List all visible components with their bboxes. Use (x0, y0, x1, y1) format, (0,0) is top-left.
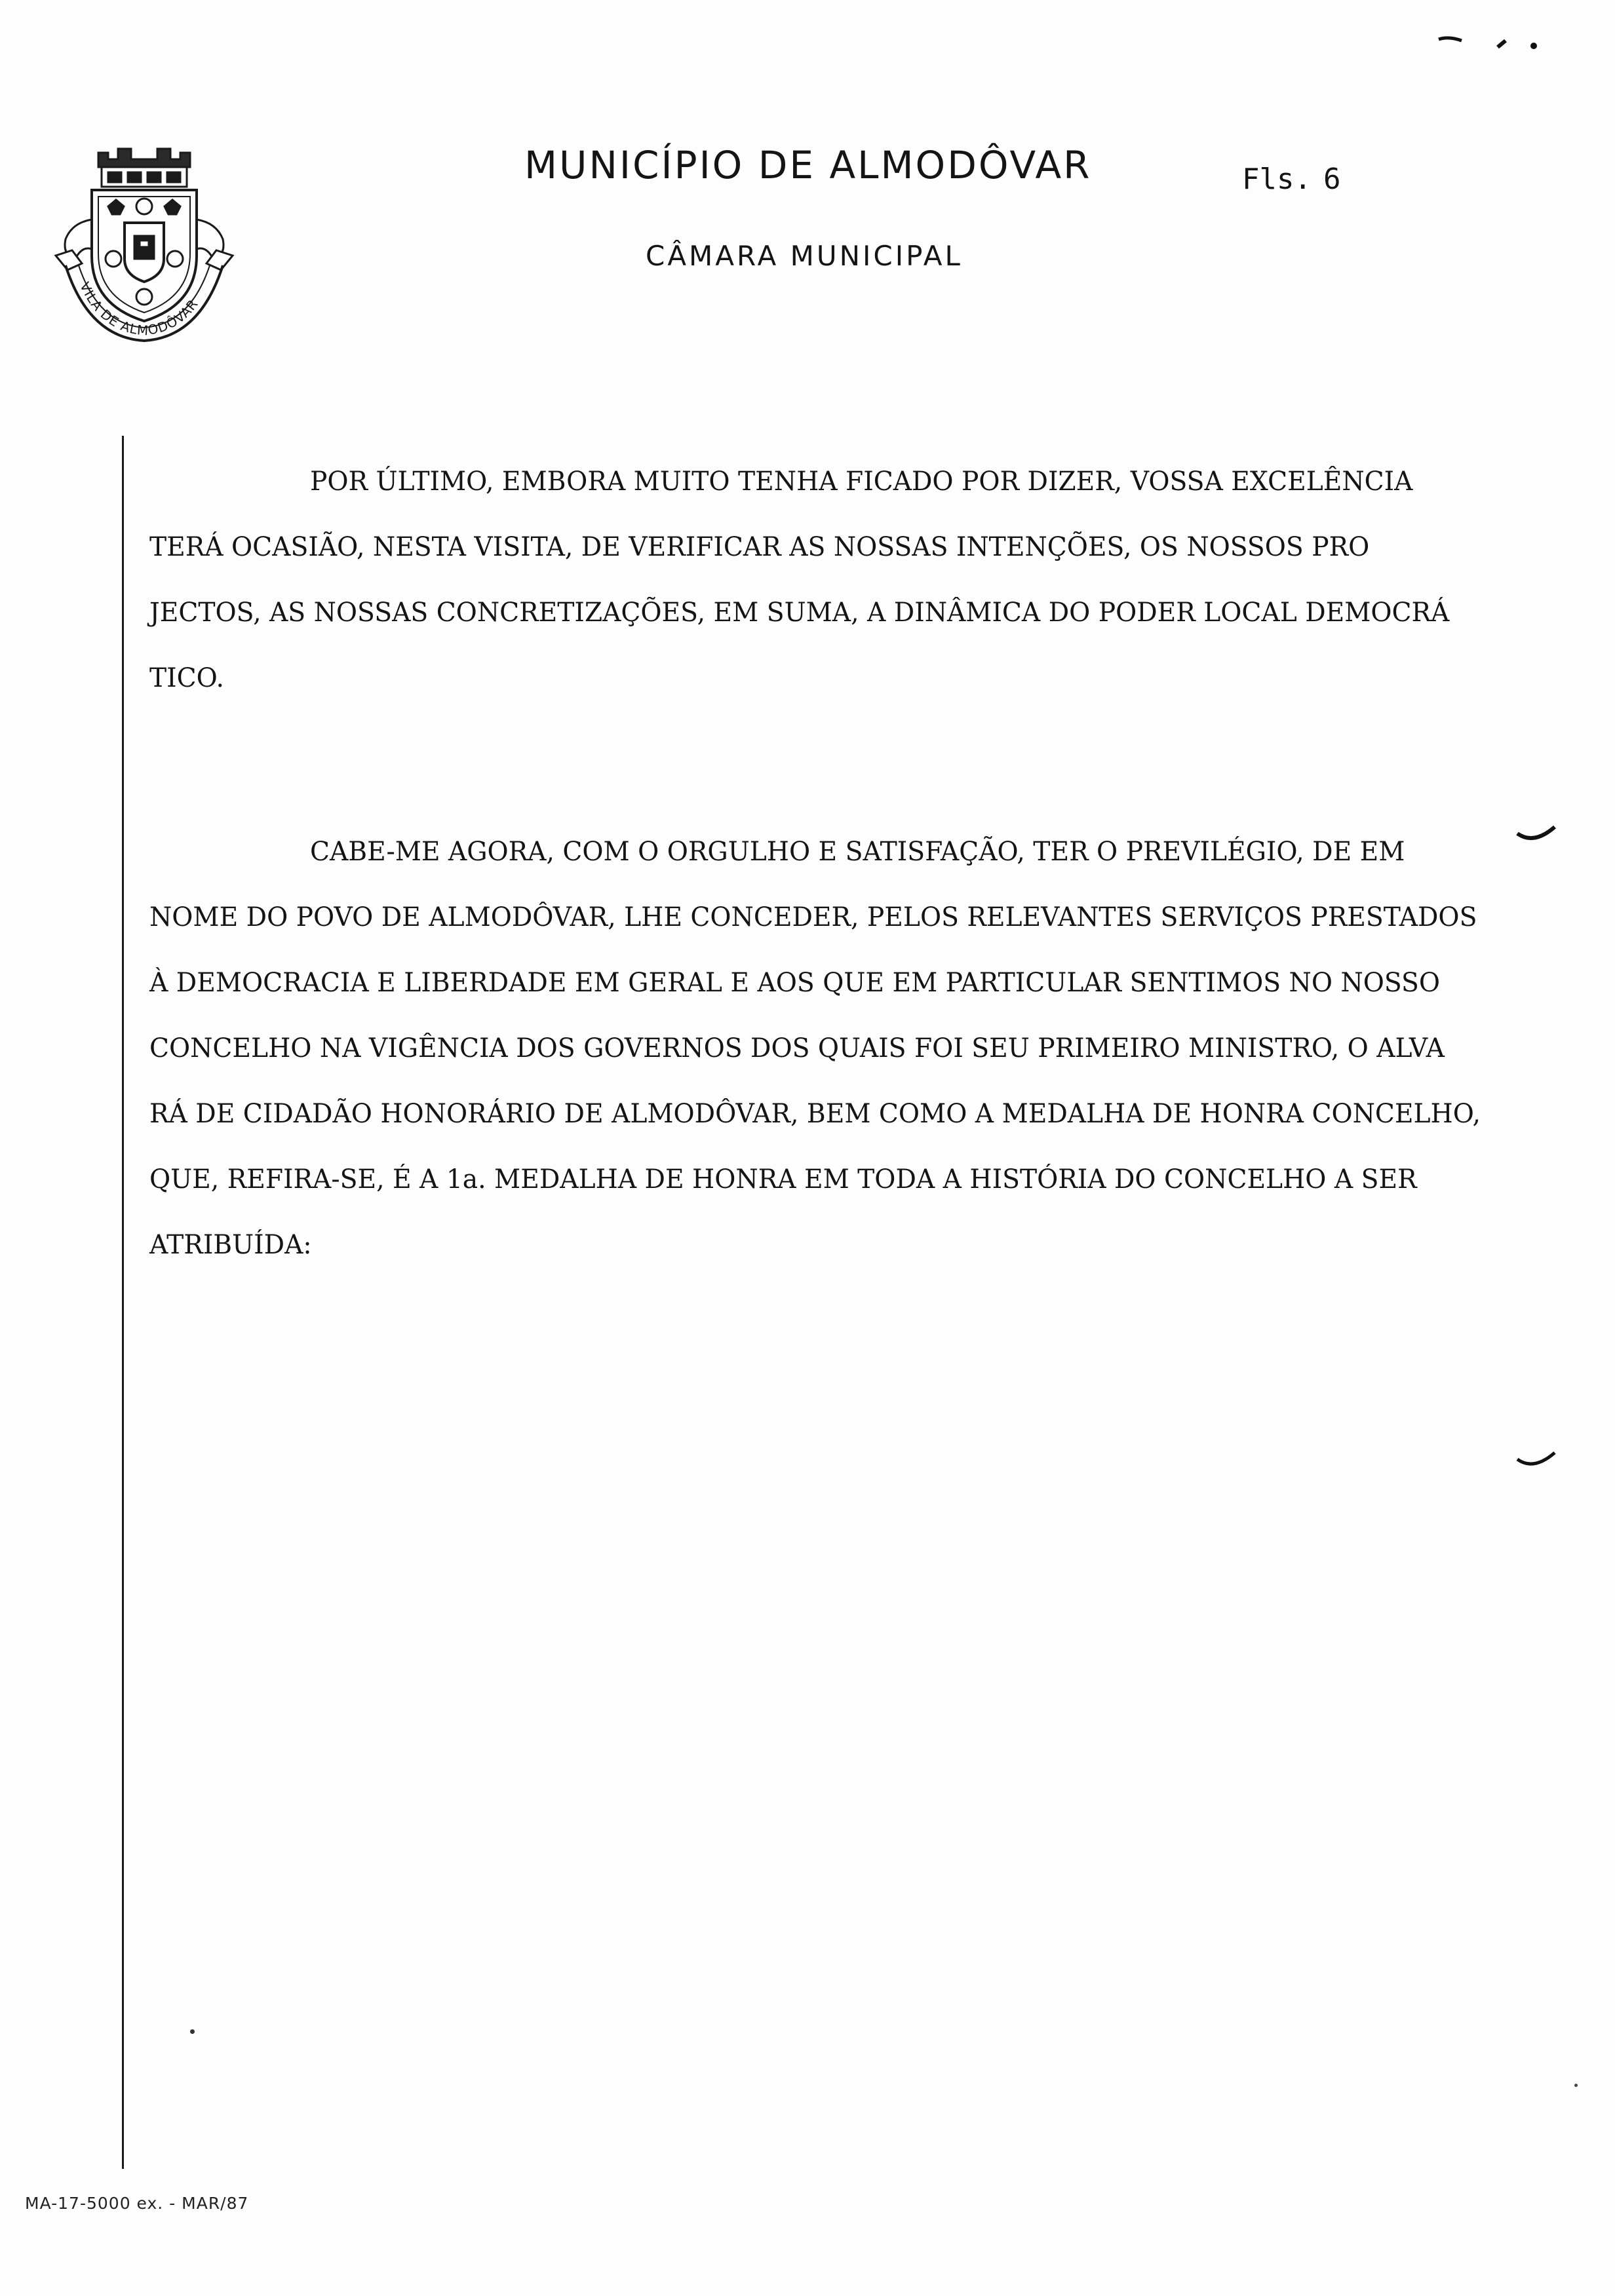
text-line: TERÁ OCASIÃO, NESTA VISITA, DE VERIFICAR AS NOSSAS INTENÇÕES, OS NOSSOS PRO (149, 532, 1370, 562)
form-code: MA-17-5000 ex. - MAR/87 (25, 2194, 249, 2213)
svg-text:VILA DE ALMODÔVAR (77, 280, 201, 339)
text-line: À DEMOCRACIA E LIBERDADE EM GERAL E AOS QUE EM PARTICULAR SENTIMOS NO NOSSO (149, 968, 1441, 998)
municipal-crest-seal (36, 141, 252, 357)
check-mark-lower (1514, 1445, 1560, 1478)
department-subtitle: CÂMARA MUNICIPAL (646, 240, 963, 272)
speck (1574, 2084, 1578, 2087)
folio-label: Fls. (1242, 163, 1312, 196)
organization-title: MUNICÍPIO DE ALMODÔVAR (524, 143, 1092, 187)
left-margin-rule (122, 436, 124, 2169)
speck (190, 2029, 195, 2034)
text-line: JECTOS, AS NOSSAS CONCRETIZAÇÕES, EM SUMA, A DINÂMICA DO PODER LOCAL DEMOCRÁ (149, 598, 1450, 628)
text-line: POR ÚLTIMO, EMBORA MUITO TENHA FICADO POR DIZER, VOSSA EXCELÊNCIA (310, 467, 1413, 497)
folio-value: 6 (1323, 163, 1341, 196)
paragraph-1 (149, 449, 1450, 711)
text-line: TICO. (149, 663, 224, 693)
letter-body (149, 449, 1481, 1278)
crest-ribbon-text: VILA DE ALMODÔVAR (77, 279, 202, 339)
folio-number (1242, 163, 1340, 196)
text-line: QUE, REFIRA-SE, É A 1a. MEDALHA DE HONRA EM TODA A HISTÓRIA DO CONCELHO A SER (149, 1164, 1417, 1195)
text-line: NOME DO POVO DE ALMODÔVAR, LHE CONCEDER, PELOS RELEVANTES SERVIÇOS PRESTADOS (149, 902, 1477, 932)
text-line: CABE-ME AGORA, COM O ORGULHO E SATISFAÇÃO, TER O PREVILÉGIO, DE EM (310, 837, 1405, 867)
pen-mark-top-right (1435, 26, 1547, 59)
check-mark-upper (1514, 819, 1560, 852)
paragraph-2 (149, 819, 1481, 1278)
text-line: CONCELHO NA VIGÊNCIA DOS GOVERNOS DOS QUAIS FOI SEU PRIMEIRO MINISTRO, O ALVA (149, 1033, 1445, 1063)
text-line: RÁ DE CIDADÃO HONORÁRIO DE ALMODÔVAR, BEM COMO A MEDALHA DE HONRA CONCELHO, (149, 1099, 1481, 1129)
text-line: ATRIBUÍDA: (149, 1230, 312, 1260)
